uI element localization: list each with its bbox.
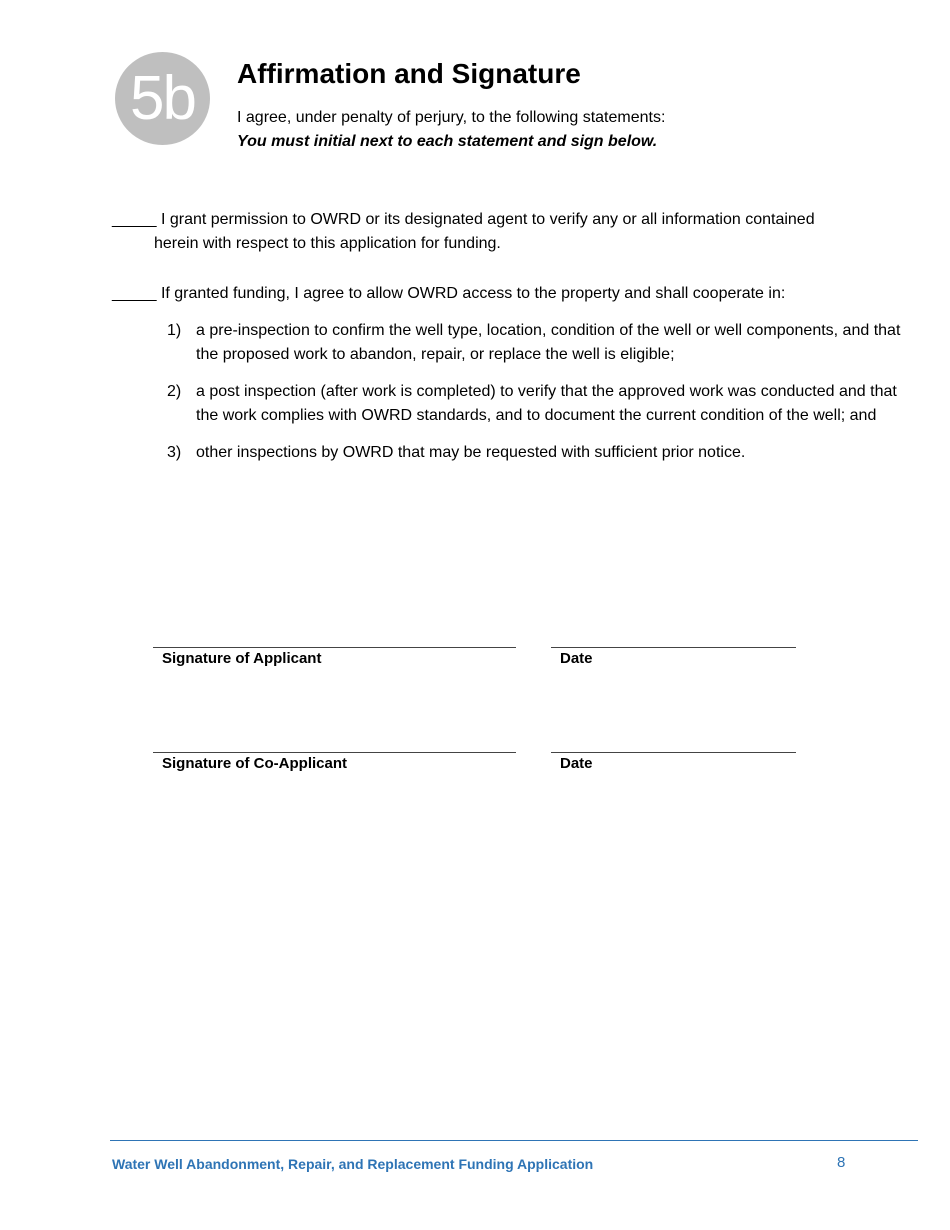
coapplicant-date-label: Date bbox=[560, 755, 593, 772]
statement-1-text: I grant permission to OWRD or its designated agent to verify any or all information contained bbox=[156, 211, 815, 228]
list-item-number: 2) bbox=[167, 383, 182, 400]
applicant-signature-line[interactable] bbox=[153, 647, 516, 648]
list-item-text: other inspections by OWRD that may be requested with sufficient prior notice. bbox=[196, 444, 746, 461]
list-item bbox=[167, 380, 907, 428]
statement-2-text: If granted funding, I agree to allow OWRD access to the property and shall cooperate in: bbox=[156, 285, 786, 302]
statement-permission bbox=[112, 208, 902, 256]
footer-title: Water Well Abandonment, Repair, and Replacement Funding Application bbox=[112, 1156, 594, 1172]
applicant-date-line[interactable] bbox=[551, 647, 796, 648]
page-number: 8 bbox=[837, 1154, 846, 1171]
initial-blank-2[interactable]: _____ bbox=[112, 285, 157, 302]
coapplicant-signature-line[interactable] bbox=[153, 752, 516, 753]
statement-access bbox=[112, 282, 902, 306]
intro-block bbox=[237, 106, 665, 154]
applicant-signature-label: Signature of Applicant bbox=[162, 650, 322, 667]
intro-text: I agree, under penalty of perjury, to the following statements: bbox=[237, 109, 666, 126]
list-item bbox=[167, 319, 907, 367]
coapplicant-signature-label: Signature of Co-Applicant bbox=[162, 755, 347, 772]
list-item bbox=[167, 441, 907, 465]
list-item-number: 1) bbox=[167, 322, 182, 339]
applicant-date-label: Date bbox=[560, 650, 593, 667]
instruction-text: You must initial next to each statement and sign below. bbox=[237, 133, 658, 150]
list-item-text: a post inspection (after work is completed) to verify that the approved work was conducted and that the work complies with OWRD standards, and to document the current condition of the well; and bbox=[196, 383, 897, 424]
list-item-number: 3) bbox=[167, 444, 182, 461]
page-title: Affirmation and Signature bbox=[237, 58, 581, 89]
footer-divider bbox=[110, 1140, 918, 1141]
initial-blank-1[interactable]: _____ bbox=[112, 211, 157, 228]
statement-1-continuation: herein with respect to this application for funding. bbox=[154, 235, 501, 252]
list-item-text: a pre-inspection to confirm the well type, location, condition of the well or well components, and that the proposed work to abandon, repair, or replace the well is eligible; bbox=[196, 322, 901, 363]
coapplicant-date-line[interactable] bbox=[551, 752, 796, 753]
inspection-list bbox=[167, 319, 907, 478]
section-number-badge: 5b bbox=[115, 52, 210, 145]
